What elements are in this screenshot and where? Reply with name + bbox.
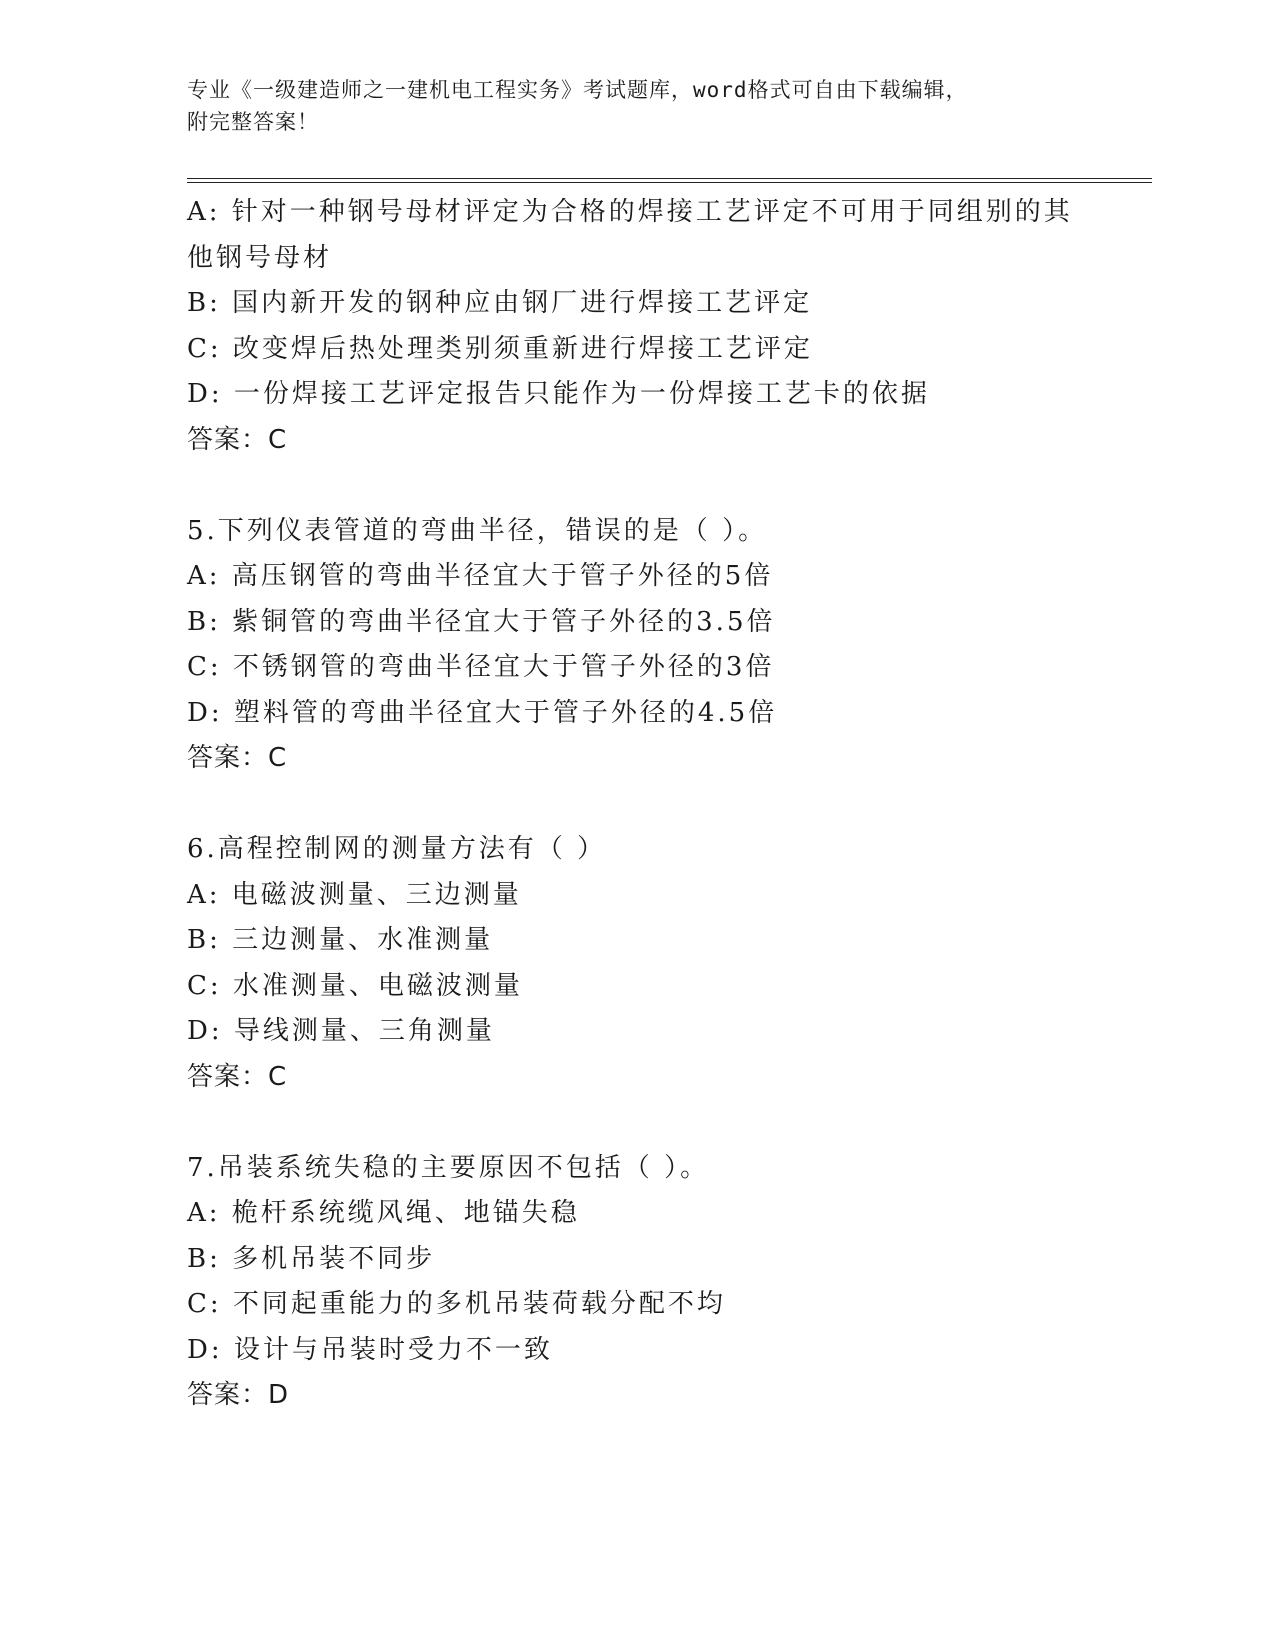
header-divider xyxy=(187,178,1152,183)
q6-option-b: B: 三边测量、水准测量 xyxy=(187,925,494,955)
question-5-block xyxy=(187,509,1097,782)
q7-answer: 答案：D xyxy=(187,1380,290,1410)
header-line-2: 附完整答案！ xyxy=(187,110,319,134)
q4-option-a: A: 针对一种钢号母材评定为合格的焊接工艺评定不可用于同组别的其 xyxy=(187,197,1073,227)
q4-option-d: D: 一份焊接工艺评定报告只能作为一份焊接工艺卡的依据 xyxy=(187,379,930,409)
q7-option-a: A: 桅杆系统缆风绳、地锚失稳 xyxy=(187,1198,580,1228)
header-line-1: 专业《一级建造师之一建机电工程实务》考试题库，word格式可自由下载编辑， xyxy=(187,78,968,102)
question-list xyxy=(187,190,1097,1419)
q7-option-b: B: 多机吊装不同步 xyxy=(187,1243,436,1274)
spacer xyxy=(187,782,1097,828)
q6-option-d: D: 导线测量、三角测量 xyxy=(187,1016,495,1046)
q4-option-c: C: 改变焊后热处理类别须重新进行焊接工艺评定 xyxy=(187,333,813,364)
q5-option-a: A: 高压钢管的弯曲半径宜大于管子外径的5倍 xyxy=(187,561,774,591)
q5-question: 5.下列仪表管道的弯曲半径，错误的是（ ）。 xyxy=(187,515,768,546)
q7-option-c: C: 不同起重能力的多机吊装荷载分配不均 xyxy=(187,1289,726,1319)
question-4-block xyxy=(187,190,1097,463)
q5-answer: 答案：C xyxy=(187,743,288,773)
q7-question: 7.吊装系统失稳的主要原因不包括（ ）。 xyxy=(187,1152,710,1183)
q7-option-d: D: 设计与吊装时受力不一致 xyxy=(187,1334,553,1365)
spacer xyxy=(187,463,1097,509)
q5-option-d: D: 塑料管的弯曲半径宜大于管子外径的4.5倍 xyxy=(187,697,778,728)
question-7-block xyxy=(187,1146,1097,1419)
q4-option-b: B: 国内新开发的钢种应由钢厂进行焊接工艺评定 xyxy=(187,288,813,318)
q6-option-a: A: 电磁波测量、三边测量 xyxy=(187,879,522,910)
q6-option-c: C: 水准测量、电磁波测量 xyxy=(187,970,523,1001)
q6-question: 6.高程控制网的测量方法有（ ） xyxy=(187,834,607,864)
q5-option-c: C: 不锈钢管的弯曲半径宜大于管子外径的3倍 xyxy=(187,652,775,682)
q6-answer: 答案：C xyxy=(187,1061,288,1092)
q5-option-b: B: 紫铜管的弯曲半径宜大于管子外径的3.5倍 xyxy=(187,606,776,637)
document-header xyxy=(187,74,1087,138)
question-6-block xyxy=(187,827,1097,1100)
q4-option-a-cont: 他钢号母材 xyxy=(187,242,333,273)
spacer xyxy=(187,1100,1097,1146)
q4-answer: 答案：C xyxy=(187,424,288,455)
